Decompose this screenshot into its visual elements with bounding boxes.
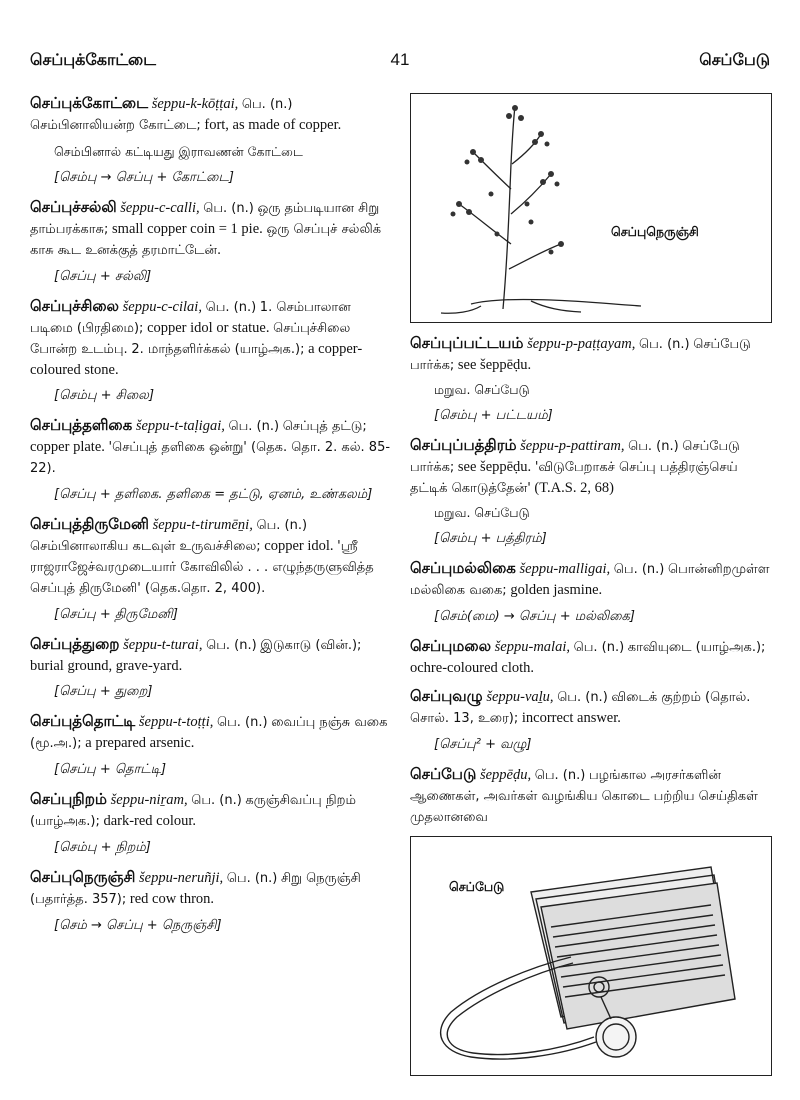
headword: செப்புத்திருமேனி <box>30 515 149 533</box>
definition-tamil: செப்பேடு பார்க்க; <box>410 439 740 475</box>
dictionary-entry <box>410 333 772 425</box>
definition-tamil: செப்பேடு பார்க்க; <box>410 337 751 373</box>
citation-quote: 'விடுபேறாகச் செப்பு பத்திரஞ்செய் தட்டிக் கொடுத்தேன்' <box>410 460 738 496</box>
headword: செப்புச்சல்லி <box>30 198 117 216</box>
plant-illustration-icon <box>411 94 771 322</box>
definition-english: golden jasmine. <box>510 582 603 598</box>
dictionary-entry <box>30 415 396 504</box>
dictionary-entry <box>30 93 396 187</box>
dictionary-entry <box>30 296 396 405</box>
definition-tamil: விடைக் குற்றம் (தொல். சொல். 13, உரை); <box>410 690 751 726</box>
definition-english: fort, as made of copper. <box>204 117 342 133</box>
page-number: 41 <box>390 50 410 69</box>
headword: செப்புமலை <box>410 637 492 655</box>
definition-tamil: காவியுடை (யாழ்அக.); <box>627 640 766 655</box>
usage-example: ஒரு செப்புச் சல்லிக் காசு கூட உனக்குத் தரமாட்டேன். <box>30 222 382 258</box>
synonym: மறுவ. செப்பேடு <box>434 382 530 397</box>
headword: செப்புத்தளிகை <box>30 416 133 434</box>
part-of-speech: பெ. (n.) <box>206 638 257 653</box>
definition-english: incorrect answer. <box>521 710 621 726</box>
definition-tamil: பொன்னிறமுள்ள மல்லிகை வகை; <box>410 562 770 598</box>
etymology: [செம்பு → செப்பு + கோட்டை] <box>54 170 234 185</box>
part-of-speech: பெ. (n.) <box>191 793 242 808</box>
part-of-speech: பெ. (n.) <box>639 337 690 352</box>
definition-tamil: செம்பினாலியன்ற கோட்டை; <box>30 118 201 133</box>
definition-english: small copper coin = 1 pie. <box>112 221 263 237</box>
part-of-speech: பெ. (n.) <box>226 871 278 886</box>
usage-example: செம்பினால் கட்டியது இராவணன் கோட்டை <box>54 144 303 159</box>
definition-english: a prepared arsenic. <box>85 735 195 751</box>
part-of-speech: பெ. (n.) <box>203 201 254 216</box>
dictionary-entry <box>30 711 396 779</box>
transliteration: šeppu-t-turai, <box>123 637 203 653</box>
transliteration: šeppu-neruñji, <box>139 870 224 886</box>
dictionary-entry <box>30 789 396 857</box>
sense-2-english: a copper-coloured stone. <box>30 341 363 378</box>
etymology: [செப்பு + துறை] <box>54 684 153 699</box>
etymology: [செம்பு + நிறம்] <box>54 840 151 855</box>
citation-quote: 'ஸ்ரீ ராஜராஜேச்வரமுடையார் கோவிலில் . . . எழுந்தருளுவித்த செப்புத் திருமேனி' (தெக.தொ. 2, 400). <box>30 539 374 596</box>
definition-tamil: செப்புத் தட்டு; <box>282 419 367 434</box>
headword: செப்புச்சிலை <box>30 297 120 315</box>
citation-source: (T.A.S. 2, 68) <box>534 480 614 496</box>
definition-tamil: பழங்கால அரசர்களின் ஆணைகள், அவர்கள் வழங்கிய கொடை பற்றிய செய்திகள் முதலானவை <box>410 768 758 825</box>
headword: செப்புப்பத்திரம் <box>410 436 517 454</box>
definition-english: copper idol. <box>264 538 334 554</box>
dictionary-entry <box>30 514 396 624</box>
etymology: [செம்பு + சிலை] <box>54 388 155 403</box>
dictionary-entry <box>30 197 396 286</box>
sense-1-example: செப்புச்சிலை போன்ற உடம்பு. <box>30 321 351 357</box>
part-of-speech: பெ. (n.) <box>613 562 665 577</box>
figure-label: செப்பேடு <box>449 879 505 894</box>
transliteration: šeppu-c-calli, <box>120 200 200 216</box>
definition-tamil: சிறு நெருஞ்சி (பதார்த்த. 357); <box>30 871 361 907</box>
transliteration: šeppu-k-kōṭṭai, <box>151 96 239 112</box>
definition-english: ochre-coloured cloth. <box>410 660 535 676</box>
dictionary-entry <box>410 764 772 828</box>
etymology: [செப்பு + சல்லி] <box>54 269 152 284</box>
definition-english: red cow thron. <box>129 891 215 907</box>
part-of-speech: பெ. (n.) <box>628 439 679 454</box>
definition-english: copper plate. <box>30 439 105 455</box>
transliteration: šeppu-p-pattiram, <box>520 438 625 454</box>
definition-english: see šeppēḍu. <box>457 459 532 475</box>
sense-1-english: copper idol or statue. <box>147 320 270 336</box>
transliteration: šeppu-malligai, <box>519 561 611 577</box>
right-column <box>410 93 772 1076</box>
headword: செப்புக்கோட்டை <box>30 94 149 112</box>
figure-label: செப்புநெருஞ்சி <box>611 224 699 239</box>
etymology: [செப்பு² + வழு] <box>434 737 532 752</box>
page-header <box>30 50 770 78</box>
definition-english: burial ground, grave-yard. <box>30 658 183 674</box>
transliteration: šeppu-malai, <box>494 639 570 655</box>
etymology: [செப்பு + தளிகை. தளிகை = தட்டு, ஏனம், உண்கலம்] <box>54 487 373 502</box>
part-of-speech: பெ. (n.) <box>241 97 293 112</box>
citation-quote: 'செப்புத் தளிகை ஒன்று' (தெக. தொ. 2. கல். 85-22). <box>30 440 391 476</box>
copper-plate-illustration-icon <box>411 837 771 1075</box>
sense-2-tamil: 2. மாந்தளிர்க்கல் (யாழ்அக.); <box>131 342 305 357</box>
dictionary-entry <box>30 634 396 701</box>
definition-tamil: ஒரு தம்படியான சிறு தாம்பரக்காசு; <box>30 201 380 237</box>
etymology: [செம்பு + பட்டயம்] <box>434 408 553 423</box>
headword: செப்புத்தொட்டி <box>30 712 136 730</box>
definition-tamil: இடுகாடு (வின்.); <box>260 638 362 653</box>
dictionary-entry <box>410 435 772 548</box>
headword: செப்புநிறம் <box>30 790 108 808</box>
part-of-speech: பெ. (n.) <box>534 768 586 783</box>
headword: செப்புப்பட்டயம் <box>410 334 524 352</box>
etymology: [செம்பு + பத்திரம்] <box>434 531 547 546</box>
dictionary-entry <box>410 558 772 626</box>
transliteration: šeppu-niṟam, <box>110 792 188 808</box>
headword: செப்புவழு <box>410 687 483 705</box>
transliteration: šeppu-c-cilai, <box>122 299 202 315</box>
headword: செப்பேடு <box>410 765 477 783</box>
left-column <box>30 93 396 945</box>
dictionary-entry <box>30 867 396 935</box>
headword: செப்புமல்லிகை <box>410 559 516 577</box>
sense-1-tamil: 1. செம்பாலான படிமை (பிரதிமை); <box>30 300 351 336</box>
etymology: [செப்பு + தொட்டி] <box>54 762 167 777</box>
dictionary-entry <box>410 636 772 678</box>
part-of-speech: பெ. (n.) <box>256 518 308 533</box>
part-of-speech: பெ. (n.) <box>217 715 268 730</box>
transliteration: šeppu-t-toṭṭi, <box>138 714 214 730</box>
plant-figure <box>410 93 772 323</box>
definition-tamil: கருஞ்சிவப்பு நிறம் (யாழ்அக.); <box>30 793 356 829</box>
header-left-guide-word: செப்புக்கோட்டை <box>30 50 156 69</box>
transliteration: šeppu-t-taḷigai, <box>135 418 225 434</box>
part-of-speech: பெ. (n.) <box>205 300 257 315</box>
headword: செப்புநெருஞ்சி <box>30 868 136 886</box>
headword: செப்புத்துறை <box>30 635 120 653</box>
part-of-speech: பெ. (n.) <box>573 640 625 655</box>
etymology: [செப்பு + திருமேனி] <box>54 607 178 622</box>
etymology: [செம்(மை) → செப்பு + மல்லிகை] <box>434 609 635 624</box>
definition-tamil: செம்பினாலாகிய கடவுள் உருவச்சிலை; <box>30 539 261 554</box>
transliteration: šeppu-t-tirumēṉi, <box>152 517 253 533</box>
part-of-speech: பெ. (n.) <box>228 419 280 434</box>
etymology: [செம் → செப்பு + நெருஞ்சி] <box>54 918 222 933</box>
definition-english: dark-red colour. <box>103 813 197 829</box>
header-right-guide-word: செப்பேடு <box>699 50 770 69</box>
synonym: மறுவ. செப்பேடு <box>434 505 530 520</box>
part-of-speech: பெ. (n.) <box>557 690 608 705</box>
dictionary-entry <box>410 686 772 754</box>
transliteration: šeppēḍu, <box>479 767 532 783</box>
copper-plate-figure <box>410 836 772 1076</box>
transliteration: šeppu-p-paṭṭayam, <box>527 336 636 352</box>
transliteration: šeppu-vaḻu, <box>486 689 554 705</box>
definition-english: see šeppēḍu. <box>457 357 532 373</box>
definition-tamil: வைப்பு நஞ்சு வகை (மூ.அ.); <box>30 715 388 751</box>
